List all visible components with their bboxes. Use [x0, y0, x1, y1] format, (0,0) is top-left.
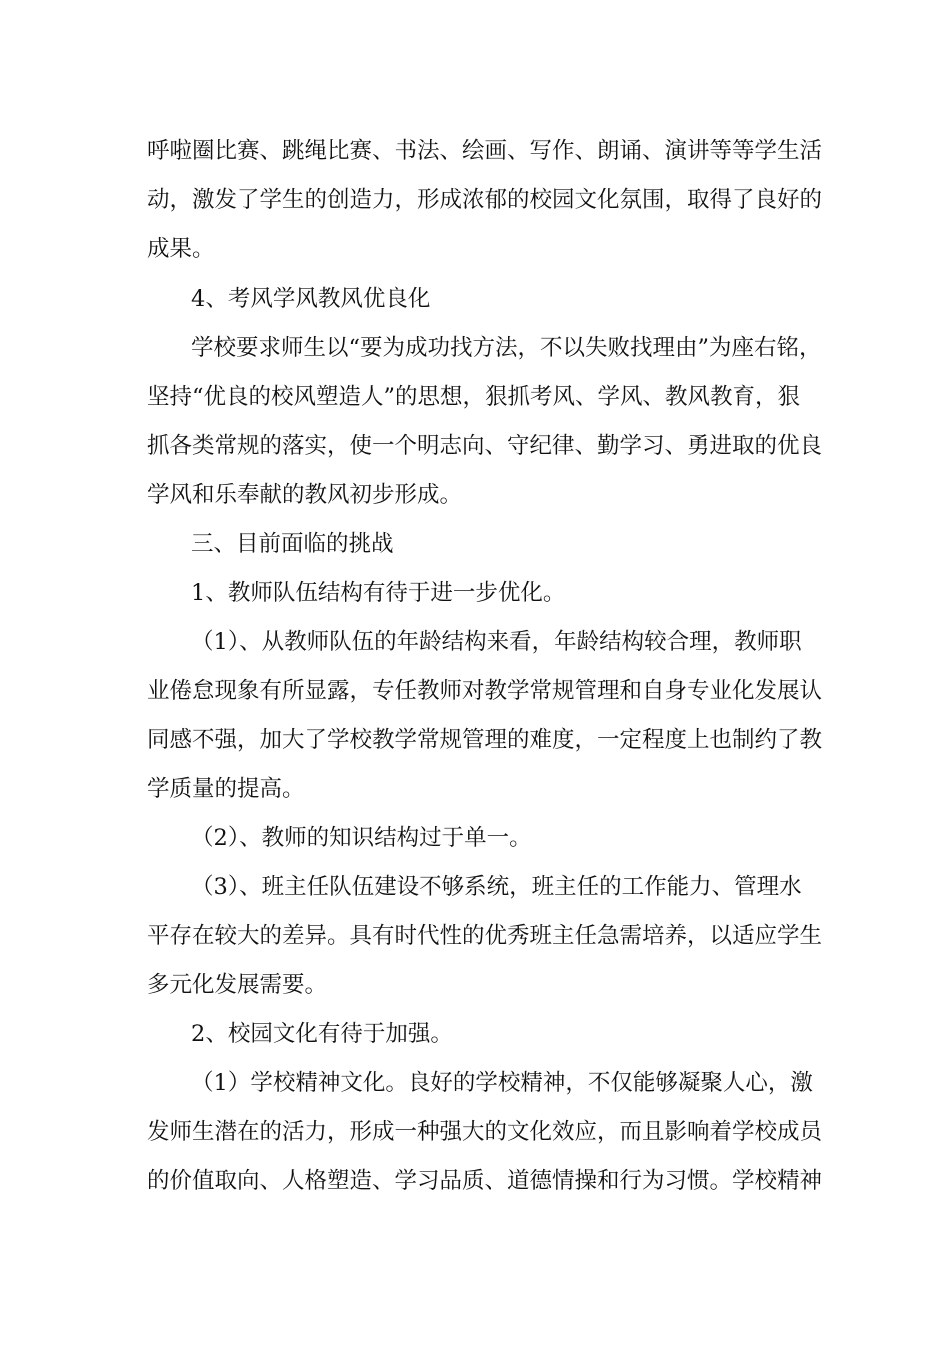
section-heading: 1、教师队伍结构有待于进一步优化。: [191, 580, 566, 606]
section-heading: 2、校园文化有待于加强。: [191, 1021, 453, 1047]
text-line: 的价值取向、人格塑造、学习品质、道德情操和行为习惯。学校精神: [147, 1168, 823, 1194]
text-line: 同感不强，加大了学校教学常规管理的难度，一定程度上也制约了教: [147, 727, 823, 753]
text-line: 学质量的提高。: [147, 776, 305, 802]
text-line: 学风和乐奉献的教风初步形成。: [147, 482, 463, 508]
text-line: 平存在较大的差异。具有时代性的优秀班主任急需培养，以适应学生: [147, 923, 823, 949]
text-line: 业倦怠现象有所显露，专任教师对教学常规管理和自身专业化发展认: [147, 678, 823, 704]
text-line: 呼啦圈比赛、跳绳比赛、书法、绘画、写作、朗诵、演讲等等学生活: [147, 138, 823, 164]
text-line: 抓各类常规的落实，使一个明志向、守纪律、勤学习、勇进取的优良: [147, 433, 823, 459]
text-line: 坚持“优良的校风塑造人”的思想，狠抓考风、学风、教风教育，狠: [147, 384, 801, 410]
text-line: 成果。: [147, 236, 215, 262]
text-line: （3）、班主任队伍建设不够系统，班主任的工作能力、管理水: [191, 874, 802, 900]
text-line: （1）学校精神文化。良好的学校精神，不仅能够凝聚人心，激: [191, 1070, 813, 1096]
text-line: 多元化发展需要。: [147, 972, 328, 998]
text-line: 动，激发了学生的创造力，形成浓郁的校园文化氛围，取得了良好的: [147, 187, 823, 213]
text-line: 学校要求师生以“要为成功找方法，不以失败找理由”为座右铭，: [191, 335, 822, 361]
text-line: 发师生潜在的活力，形成一种强大的文化效应，而且影响着学校成员: [147, 1119, 823, 1145]
text-line: （1）、从教师队伍的年龄结构来看，年龄结构较合理，教师职: [191, 629, 802, 655]
text-line: （2）、教师的知识结构过于单一。: [191, 825, 532, 851]
section-heading: 4、考风学风教风优良化: [191, 286, 431, 312]
section-heading: 三、目前面临的挑战: [191, 531, 394, 557]
